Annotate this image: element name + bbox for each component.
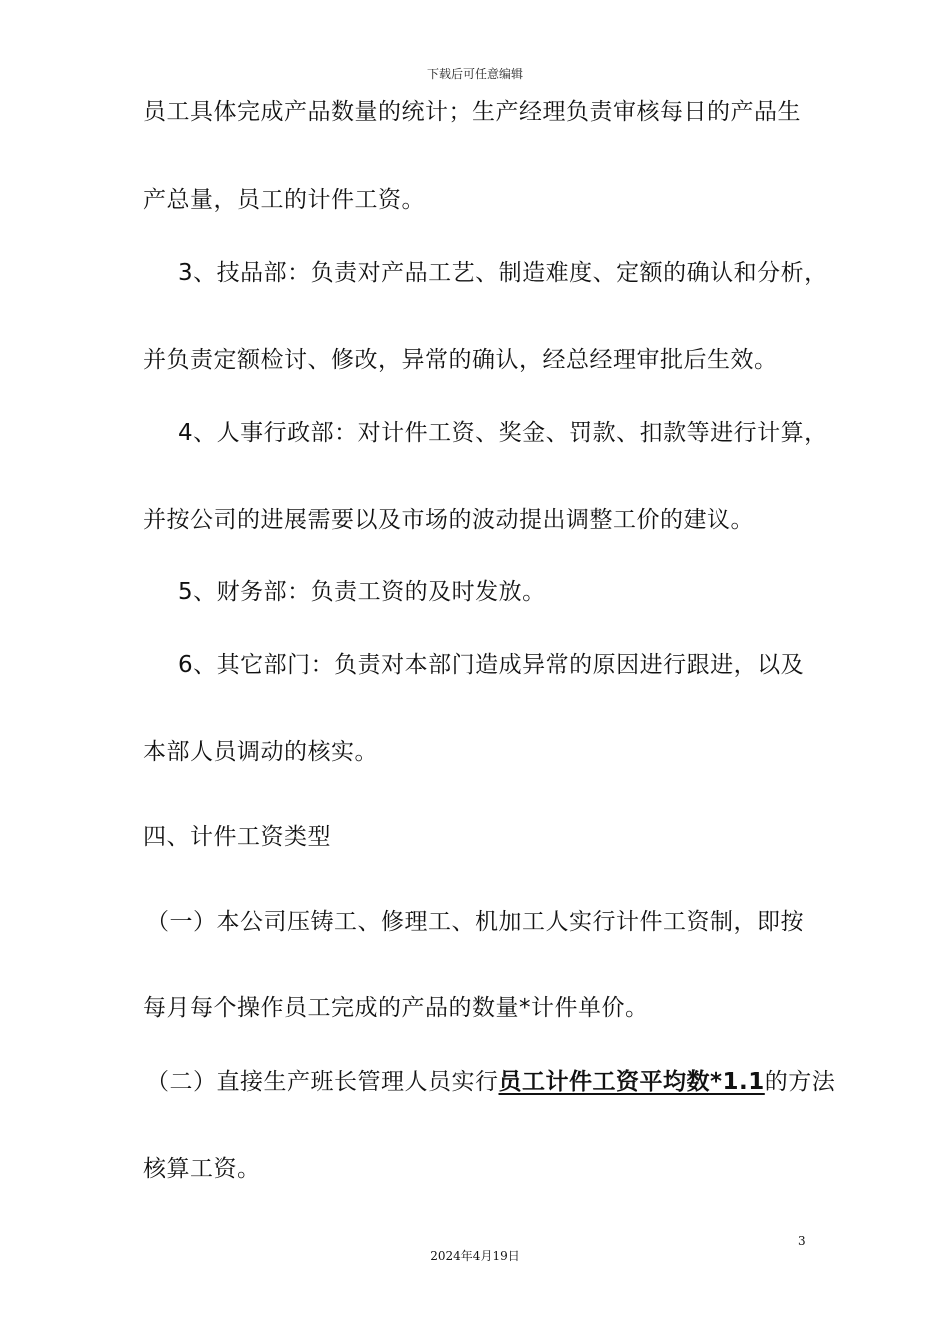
section-heading: 四、计件工资类型 <box>143 824 331 850</box>
page-number: 3 <box>798 1234 806 1248</box>
body-line-13-before: （二）直接生产班长管理人员实行 <box>146 1069 499 1095</box>
body-line-6: 并按公司的进展需要以及市场的波动提出调整工价的建议。 <box>143 507 754 533</box>
body-line-1: 员工具体完成产品数量的统计；生产经理负责审核每日的产品生 <box>143 99 801 125</box>
footer-date: 2024年4月19日 <box>430 1249 520 1263</box>
page-header: 下载后可任意编辑 <box>426 67 523 81</box>
body-line-13 <box>146 1067 835 1097</box>
body-line-2: 产总量，员工的计件工资。 <box>143 187 425 213</box>
body-line-4: 并负责定额检讨、修改，异常的确认，经总经理审批后生效。 <box>143 347 778 373</box>
underlined-formula: 员工计件工资平均数*1.1 <box>498 1069 765 1095</box>
body-line-14: 核算工资。 <box>143 1156 261 1182</box>
body-line-5: 4、人事行政部：对计件工资、奖金、罚款、扣款等进行计算， <box>178 420 828 446</box>
body-line-7: 5、财务部：负责工资的及时发放。 <box>178 579 546 605</box>
body-line-3: 3、技品部：负责对产品工艺、制造难度、定额的确认和分析， <box>178 260 828 286</box>
body-line-13-after: 的方法 <box>764 1069 836 1095</box>
body-line-11: （一）本公司压铸工、修理工、机加工人实行计件工资制，即按 <box>146 909 804 935</box>
body-line-12: 每月每个操作员工完成的产品的数量*计件单价。 <box>143 995 649 1021</box>
body-line-8: 6、其它部门：负责对本部门造成异常的原因进行跟进，以及 <box>178 652 805 678</box>
body-line-9: 本部人员调动的核实。 <box>143 739 378 765</box>
